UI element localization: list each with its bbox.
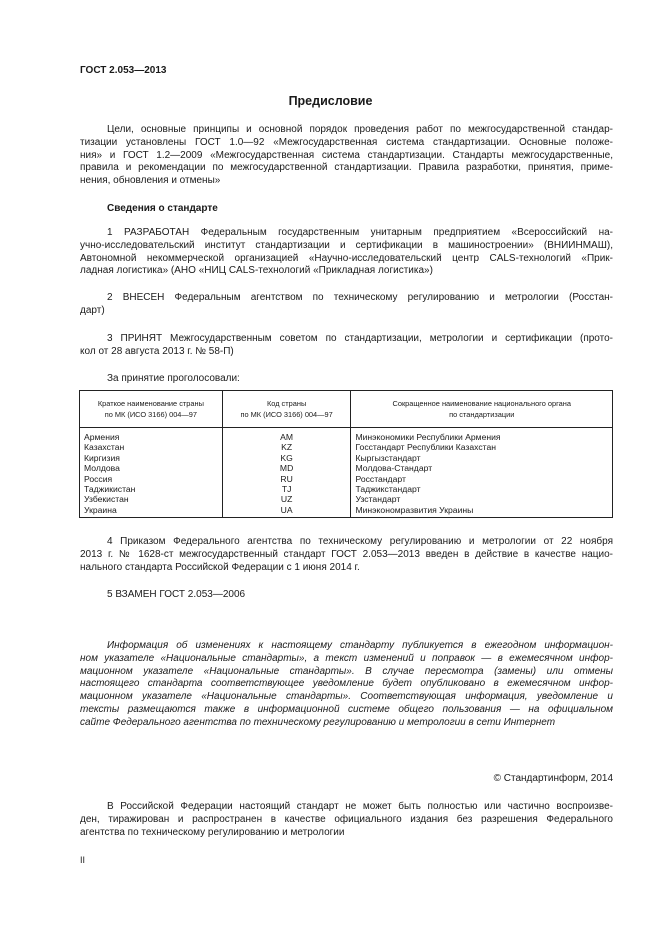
reproduction-rights: В Российской Федерации настоящий стандарт не может быть полностью или частично воспроизве- ден, тиражирован и распространен в качестве официального издания без разрешения Федерального агентства по техническому регулированию и метрологии bbox=[80, 801, 613, 838]
code-cell: TJ bbox=[222, 484, 351, 494]
body-cell: Молдова-Стандарт bbox=[351, 463, 613, 473]
table-row bbox=[80, 474, 613, 484]
item-1-developed: 1 РАЗРАБОТАН Федеральным государственным унитарным предприятием «Всероссийский на- учно-исследовательский институт стандартизации и сертификации в машиностроении» (ВНИИНМАШ), Автономной некоммерческой организацией «Научно-исследовательский центр CALS-технологий «Прик- ладная логистика» (АНО «НИЦ CALS-технологий «Прикладная логистика») bbox=[80, 227, 613, 277]
table-row bbox=[80, 494, 613, 504]
body-cell: Росстандарт bbox=[351, 474, 613, 484]
changes-notice: Информация об изменениях к настоящему стандарту публикуется в ежегодном информацион- ном указателе «Национальные стандарты», а текст изменений и поправок — в ежемесячном инфор- мационном указателе «Национальные стандарты». В случае пересмотра (замены) или отмены настоящего стандарта соответствующее уведомление будет опубликовано в ежемесячном инфор- мационном указателе «Национальные стандарты». Соответствующая информация, уведомление и тексты размещаются также в информационной системе общего пользования — на официальном сайте Федерального агентства по техническому регулированию и метрологии в сети Интернет bbox=[80, 640, 613, 728]
table-row bbox=[80, 453, 613, 463]
country-cell: Украина bbox=[80, 505, 223, 518]
table-header-row bbox=[80, 391, 613, 428]
standard-header: ГОСТ 2.053—2013 bbox=[80, 65, 167, 76]
item-4-order: 4 Приказом Федерального агентства по техническому регулированию и метрологии от 22 ноября 2013 г. № 1628-ст межгосударственный стандарт ГОСТ 2.053—2013 введен в действие в качестве нацио- нального стандарта Российской Федерации с 1 июня 2014 г. bbox=[80, 536, 613, 573]
body-cell: Узстандарт bbox=[351, 494, 613, 504]
code-cell: UZ bbox=[222, 494, 351, 504]
column-header-code: Код страны по МК (ИСО 3166) 004—97 bbox=[222, 391, 351, 428]
body-cell: Минэкономразвития Украины bbox=[351, 505, 613, 518]
body-cell: Таджикстандарт bbox=[351, 484, 613, 494]
item-2-introduced: 2 ВНЕСЕН Федеральным агентством по техническому регулированию и метрологии (Росстан- дарт) bbox=[80, 292, 613, 316]
code-cell: KZ bbox=[222, 442, 351, 452]
code-cell: AM bbox=[222, 428, 351, 443]
code-cell: MD bbox=[222, 463, 351, 473]
table-row bbox=[80, 442, 613, 452]
body-cell: Госстандарт Республики Казахстан bbox=[351, 442, 613, 452]
country-cell: Казахстан bbox=[80, 442, 223, 452]
intro-paragraph: Цели, основные принципы и основной порядок проведения работ по межгосударственной стандар- тизации установлены ГОСТ 1.0—92 «Межгосударственная система стандартизации. Основные положе- ния» и ГОСТ 1.2—2009 «Межгосударственная система стандартизации. Стандарты межгосударственные, правила и рекомендации по межгосударственной стандартизации. Правила разработки, принятия, приме- нения, обновления и отмены» bbox=[80, 124, 613, 187]
voted-label: За принятие проголосовали: bbox=[107, 373, 240, 384]
copyright-line: © Стандартинформ, 2014 bbox=[493, 773, 613, 784]
column-header-country: Краткое наименование страны по МК (ИСО 3166) 004—97 bbox=[80, 391, 223, 428]
code-cell: RU bbox=[222, 474, 351, 484]
country-cell: Киргизия bbox=[80, 453, 223, 463]
column-header-body: Сокращенное наименование национального органа по стандартизации bbox=[351, 391, 613, 428]
body-cell: Минэкономики Республики Армения bbox=[351, 428, 613, 443]
voting-countries-table bbox=[79, 390, 613, 518]
item-3-adopted: 3 ПРИНЯТ Межгосударственным советом по стандартизации, метрологии и сертификации (прото- кол от 28 августа 2013 г. № 58-П) bbox=[80, 333, 613, 357]
country-cell: Россия bbox=[80, 474, 223, 484]
code-cell: KG bbox=[222, 453, 351, 463]
body-cell: Кыргызстандарт bbox=[351, 453, 613, 463]
country-cell: Молдова bbox=[80, 463, 223, 473]
table-row bbox=[80, 463, 613, 473]
country-cell: Таджикистан bbox=[80, 484, 223, 494]
item-5-replaces: 5 ВЗАМЕН ГОСТ 2.053—2006 bbox=[107, 589, 246, 600]
table-row bbox=[80, 505, 613, 518]
page-title: Предисловие bbox=[288, 94, 373, 108]
country-cell: Армения bbox=[80, 428, 223, 443]
info-heading: Сведения о стандарте bbox=[107, 203, 218, 214]
table-row bbox=[80, 428, 613, 443]
table-row bbox=[80, 484, 613, 494]
page-number: II bbox=[80, 855, 86, 865]
country-cell: Узбекистан bbox=[80, 494, 223, 504]
code-cell: UA bbox=[222, 505, 351, 518]
